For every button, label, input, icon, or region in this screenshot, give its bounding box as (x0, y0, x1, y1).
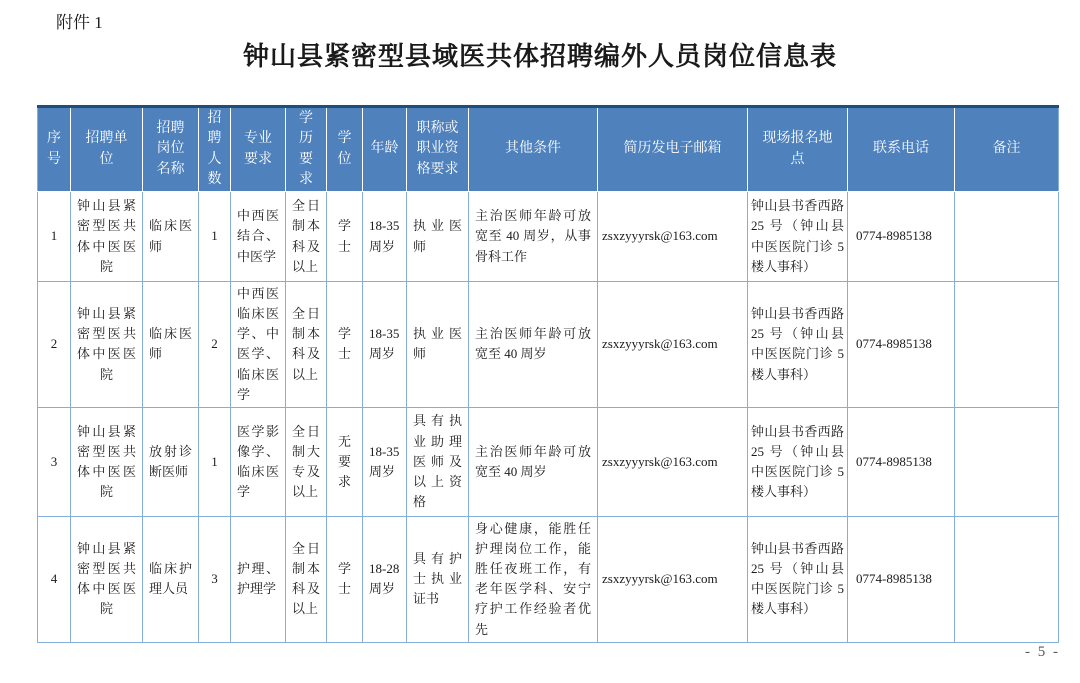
cell-qualification: 执业医师 (407, 282, 469, 408)
cell-position: 放射诊断医师 (143, 407, 199, 516)
cell-education: 全日制本科及以上 (286, 282, 327, 408)
header-note: 备注 (955, 107, 1059, 192)
header-other: 其他条件 (469, 107, 598, 192)
page-title: 钟山县紧密型县域医共体招聘编外人员岗位信息表 (242, 42, 837, 71)
cell-position: 临床医师 (143, 282, 199, 408)
cell-location: 钟山县书香西路 25 号（钟山县中医医院门诊 5 楼人事科） (748, 516, 848, 642)
header-education: 学历要求 (286, 107, 327, 192)
cell-position: 临床医师 (143, 192, 199, 282)
cell-note (955, 407, 1059, 516)
cell-seq: 4 (38, 516, 71, 642)
table-row (38, 407, 1059, 516)
cell-age: 18-35 周岁 (363, 282, 407, 408)
cell-education: 全日制大专及以上 (286, 407, 327, 516)
cell-age: 18-35 周岁 (363, 192, 407, 282)
cell-phone: 0774-8985138 (848, 192, 955, 282)
cell-degree: 学士 (327, 192, 363, 282)
cell-degree: 学士 (327, 516, 363, 642)
cell-age: 18-35 周岁 (363, 407, 407, 516)
job-positions-table (37, 105, 1059, 643)
cell-headcount: 1 (199, 192, 231, 282)
table-body (38, 192, 1059, 643)
cell-headcount: 2 (199, 282, 231, 408)
cell-headcount: 3 (199, 516, 231, 642)
cell-major: 中西医结合、中医学 (231, 192, 286, 282)
cell-email: zsxzyyyrsk@163.com (598, 192, 748, 282)
table-header-row (38, 107, 1059, 192)
header-position: 招聘岗位名称 (143, 107, 199, 192)
cell-major: 中西医临床医学、中医学、临床医学 (231, 282, 286, 408)
cell-note (955, 516, 1059, 642)
cell-note (955, 192, 1059, 282)
cell-position: 临床护理人员 (143, 516, 199, 642)
cell-age: 18-28 周岁 (363, 516, 407, 642)
cell-employer: 钟山县紧密型医共体中医医院 (71, 516, 143, 642)
cell-qualification: 具有执业助理医师及以上资格 (407, 407, 469, 516)
cell-email: zsxzyyyrsk@163.com (598, 407, 748, 516)
cell-location: 钟山县书香西路 25 号（钟山县中医医院门诊 5 楼人事科） (748, 282, 848, 408)
table-row (38, 516, 1059, 642)
header-employer: 招聘单位 (71, 107, 143, 192)
cell-other: 主治医师年龄可放宽至 40 周岁，从事骨科工作 (469, 192, 598, 282)
cell-employer: 钟山县紧密型医共体中医医院 (71, 192, 143, 282)
cell-other: 主治医师年龄可放宽至 40 周岁 (469, 282, 598, 408)
header-seq: 序号 (38, 107, 71, 192)
cell-employer: 钟山县紧密型医共体中医医院 (71, 407, 143, 516)
cell-other: 身心健康，能胜任护理岗位工作，能胜任夜班工作，有老年医学科、安宁疗护工作经验者优先 (469, 516, 598, 642)
cell-location: 钟山县书香西路 25 号（钟山县中医医院门诊 5 楼人事科） (748, 407, 848, 516)
attachment-label: 附件 1 (56, 13, 103, 32)
header-qualification: 职称或职业资格要求 (407, 107, 469, 192)
header-age: 年龄 (363, 107, 407, 192)
cell-seq: 2 (38, 282, 71, 408)
cell-education: 全日制本科及以上 (286, 192, 327, 282)
cell-major: 医学影像学、临床医学 (231, 407, 286, 516)
cell-other: 主治医师年龄可放宽至 40 周岁 (469, 407, 598, 516)
header-headcount: 招聘人数 (199, 107, 231, 192)
cell-email: zsxzyyyrsk@163.com (598, 516, 748, 642)
header-phone: 联系电话 (848, 107, 955, 192)
cell-email: zsxzyyyrsk@163.com (598, 282, 748, 408)
cell-phone: 0774-8985138 (848, 282, 955, 408)
header-major: 专业要求 (231, 107, 286, 192)
header-location: 现场报名地点 (748, 107, 848, 192)
table-row (38, 282, 1059, 408)
header-degree: 学位 (327, 107, 363, 192)
cell-seq: 3 (38, 407, 71, 516)
header-email: 简历发电子邮箱 (598, 107, 748, 192)
cell-note (955, 282, 1059, 408)
cell-employer: 钟山县紧密型医共体中医医院 (71, 282, 143, 408)
cell-degree: 无要求 (327, 407, 363, 516)
cell-location: 钟山县书香西路 25 号（钟山县中医医院门诊 5 楼人事科） (748, 192, 848, 282)
page-number: - 5 - (1025, 644, 1060, 660)
cell-qualification: 具有护士执业证书 (407, 516, 469, 642)
cell-headcount: 1 (199, 407, 231, 516)
cell-degree: 学士 (327, 282, 363, 408)
cell-seq: 1 (38, 192, 71, 282)
table-row (38, 192, 1059, 282)
cell-education: 全日制本科及以上 (286, 516, 327, 642)
cell-phone: 0774-8985138 (848, 516, 955, 642)
cell-qualification: 执业医师 (407, 192, 469, 282)
cell-phone: 0774-8985138 (848, 407, 955, 516)
cell-major: 护理、护理学 (231, 516, 286, 642)
